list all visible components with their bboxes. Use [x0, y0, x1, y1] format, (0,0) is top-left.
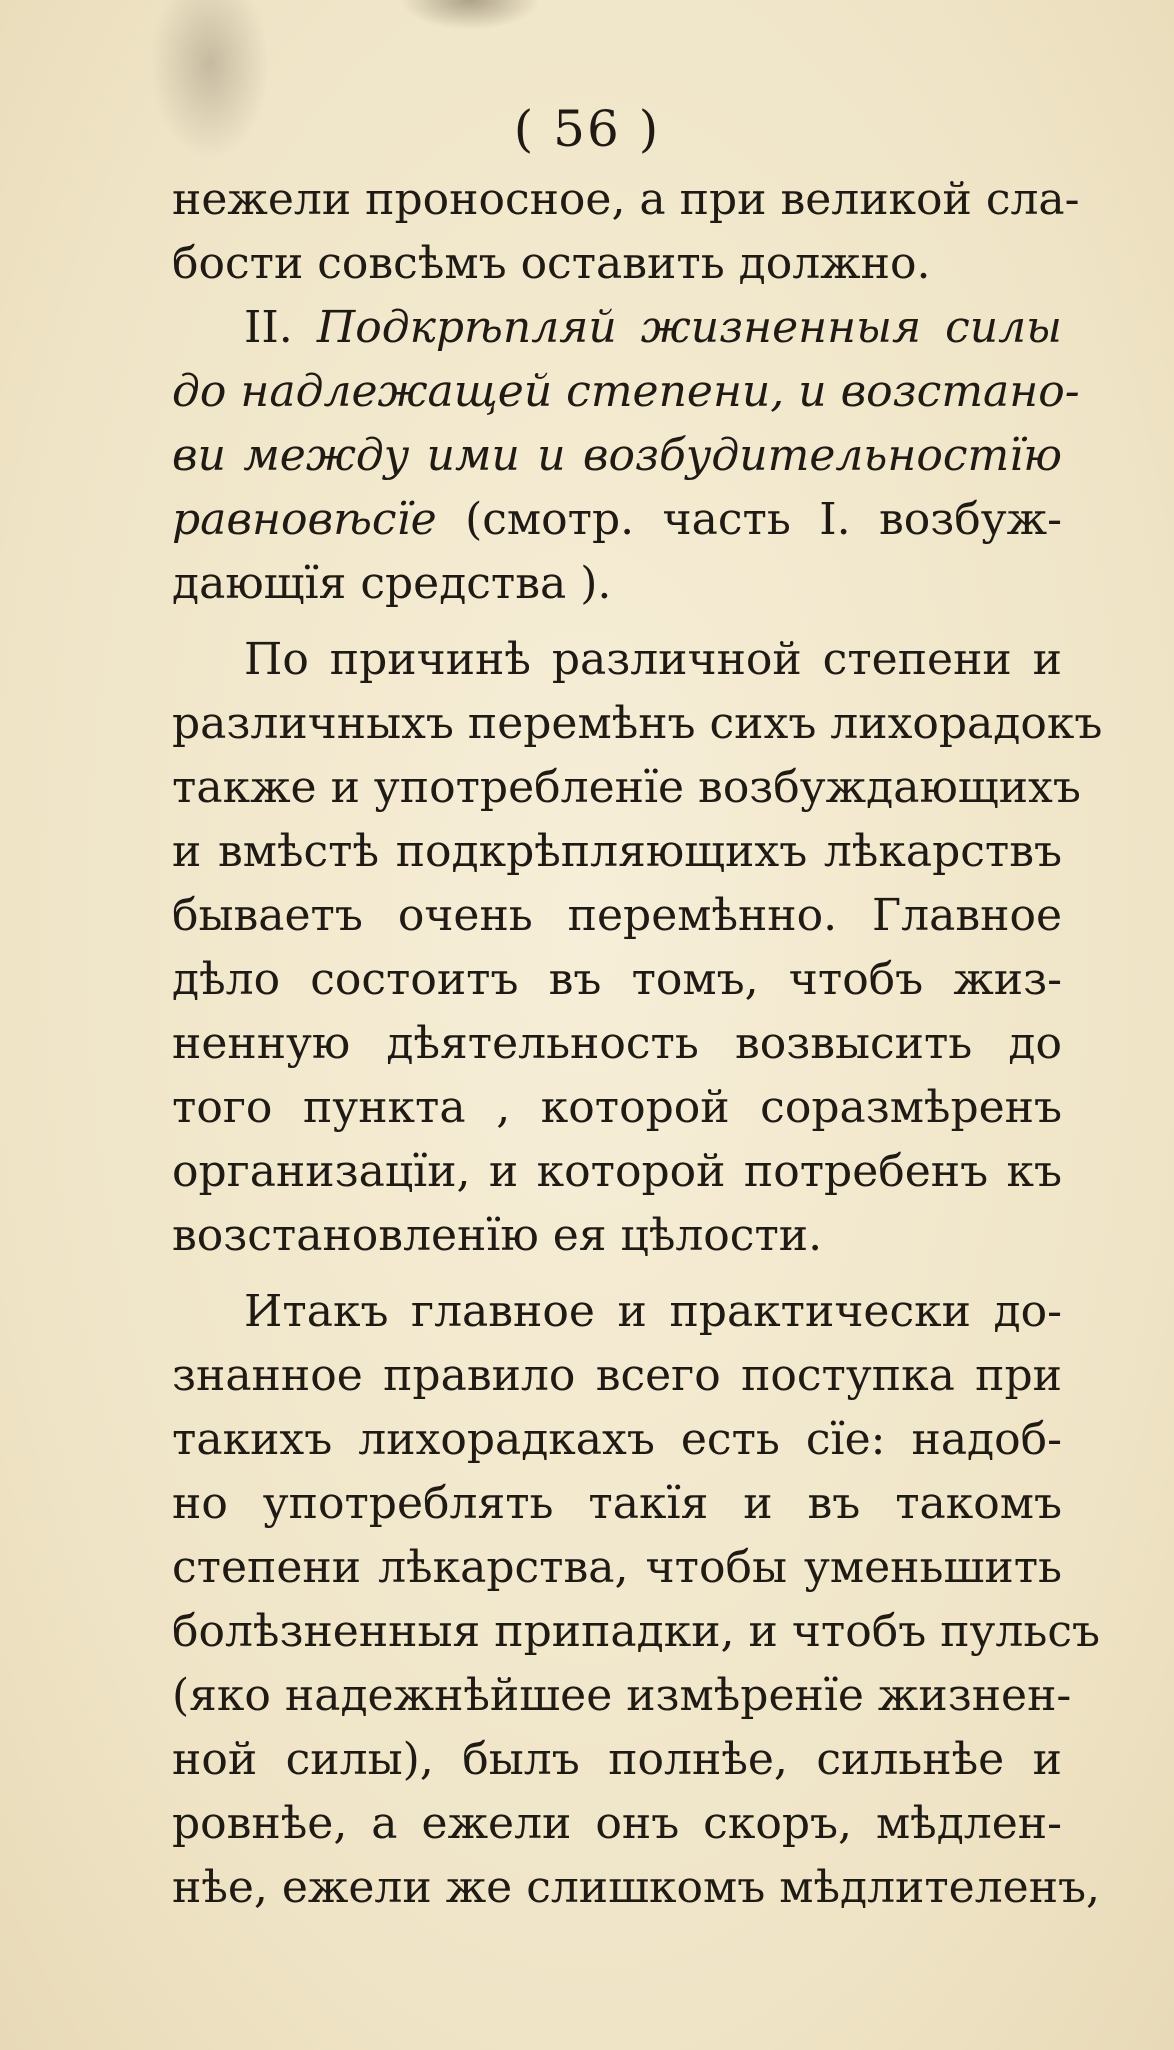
text-line	[172, 1076, 1062, 1140]
page-number: ( 56 )	[513, 100, 661, 158]
text-line	[172, 1664, 1072, 1728]
text-line	[172, 232, 1062, 296]
text-segment: ненную дѣятельность возвысить до	[172, 1018, 1062, 1069]
text-line	[172, 552, 1062, 616]
text-segment: ровнѣе, а ежели онъ скоръ, мѣдлен-	[172, 1798, 1062, 1849]
text-segment: Итакъ главное и практически до-	[244, 1286, 1062, 1337]
text-line	[172, 296, 1062, 360]
text-line	[172, 1280, 1062, 1344]
text-segment: дѣло состоитъ въ томъ, чтобъ жиз-	[172, 954, 1062, 1005]
text-line	[172, 1472, 1062, 1536]
body-text	[172, 168, 1103, 1920]
text-line	[172, 424, 1062, 488]
text-segment: и вмѣстѣ подкрѣпляющихъ лѣкарствъ	[172, 826, 1062, 877]
text-segment: II.	[244, 302, 317, 353]
text-segment: ной силы), былъ полнѣе, сильнѣе и	[172, 1734, 1062, 1785]
text-segment: степени лѣкарства, чтобы уменьшить	[172, 1542, 1062, 1593]
text-line	[172, 1140, 1062, 1204]
italic-text: равновѣсїе	[172, 494, 437, 545]
text-line	[172, 948, 1062, 1012]
italic-text: ви между ими и возбудительностїю	[172, 430, 1062, 481]
paragraph-gap	[172, 1268, 1062, 1280]
text-segment: такихъ лихорадкахъ есть сїе: надоб-	[172, 1414, 1062, 1465]
text-line	[172, 1728, 1062, 1792]
text-line	[172, 692, 1103, 756]
text-segment: организацїи, и которой потребенъ къ	[172, 1146, 1062, 1197]
text-line	[172, 1204, 1062, 1268]
text-line	[172, 1536, 1062, 1600]
text-segment: также и употребленїе возбуждающихъ	[172, 762, 1081, 813]
text-segment: бываетъ очень перемѣнно. Главное	[172, 890, 1062, 941]
text-segment: знанное правило всего поступка при	[172, 1350, 1062, 1401]
text-line	[172, 488, 1062, 552]
text-line	[172, 168, 1080, 232]
text-line	[172, 1408, 1062, 1472]
text-segment: болѣзненныя припадки, и чтобъ пульсъ	[172, 1606, 1100, 1657]
italic-text: до надлежащей степени, и возстано-	[172, 366, 1080, 417]
text-segment: По причинѣ различной степени и	[244, 634, 1062, 685]
text-segment: дающїя средства ).	[172, 558, 612, 609]
text-segment: нѣе, ежели же слишкомъ мѣдлителенъ,	[172, 1862, 1101, 1913]
text-segment: различныхъ перемѣнъ сихъ лихорадокъ	[172, 698, 1103, 749]
text-line	[172, 1856, 1101, 1920]
paragraph-gap	[172, 616, 1062, 628]
text-line	[172, 1600, 1100, 1664]
text-line	[172, 756, 1081, 820]
text-segment: (яко надежнѣйшее измѣренїе жизнен-	[172, 1670, 1072, 1721]
text-segment: бости совсѣмъ оставить должно.	[172, 238, 931, 289]
text-line	[172, 628, 1062, 692]
text-segment: (смотр. часть I. возбуж-	[436, 494, 1062, 545]
text-segment: возстановленїю ея цѣлости.	[172, 1210, 823, 1261]
text-segment: нежели проносное, а при великой сла-	[172, 174, 1080, 225]
text-line	[172, 820, 1062, 884]
text-line	[172, 884, 1062, 948]
text-line	[172, 1792, 1062, 1856]
text-line	[172, 1012, 1062, 1076]
text-segment: но употреблять такїя и въ такомъ	[172, 1478, 1062, 1529]
ink-stain	[400, 0, 540, 30]
text-line	[172, 360, 1080, 424]
italic-text: Подкрѣпляй жизненныя силы	[316, 302, 1062, 353]
text-segment: того пункта , которой соразмѣренъ	[172, 1082, 1062, 1133]
text-line	[172, 1344, 1062, 1408]
